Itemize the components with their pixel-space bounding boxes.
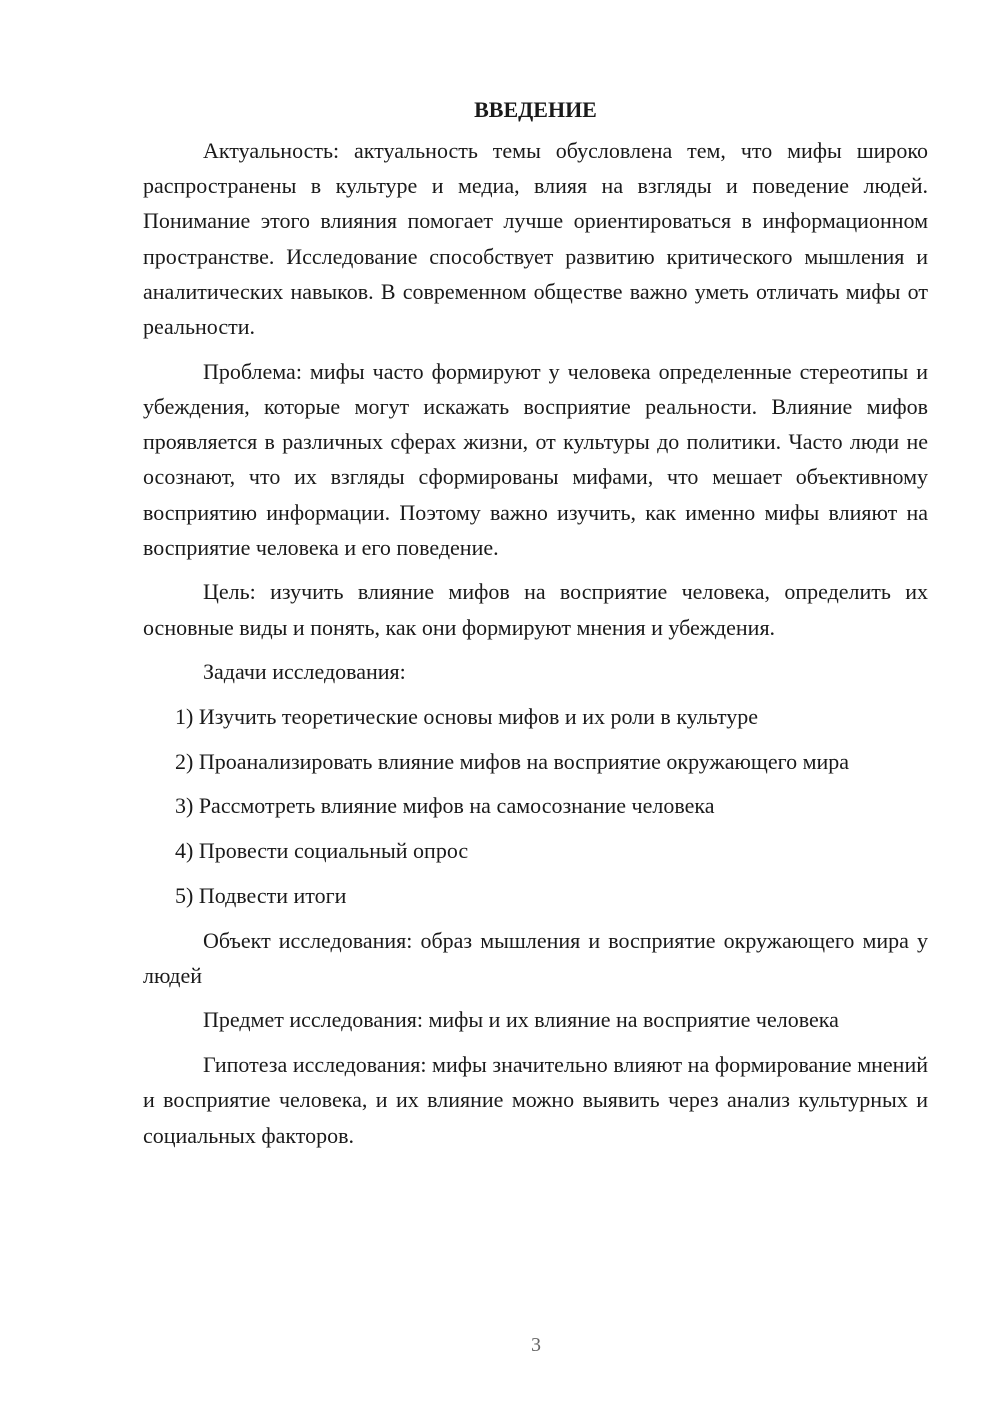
object-paragraph: Объект исследования: образ мышления и восприятие окружающего мира у людей (143, 927, 928, 988)
tasks-list (143, 699, 928, 913)
relevance-paragraph: Актуальность: актуальность темы обусловлена тем, что мифы широко распространены в культуре и медиа, влияя на взгляды и поведение людей. Понимание этого влияния помогает лучше ориентироваться в информационном пространстве. Исследование способствует развитию критического мышления и аналитических навыков. В современном обществе важно уметь отличать мифы от реальности. (143, 138, 928, 340)
list-item: 2) Проанализировать влияние мифов на восприятие окружающего мира (175, 748, 850, 774)
goal-paragraph: Цель: изучить влияние мифов на восприятие человека, определить их основные виды и понять, как они формируют мнения и убеждения. (143, 579, 928, 640)
list-item: 4) Провести социальный опрос (175, 838, 469, 864)
list-item: 5) Подвести итоги (175, 882, 347, 908)
page-content (143, 92, 928, 1162)
list-item: 3) Рассмотреть влияние мифов на самосознание человека (175, 793, 715, 819)
subject-paragraph: Предмет исследования: мифы и их влияние на восприятие человека (203, 1007, 839, 1033)
tasks-heading: Задачи исследования: (203, 659, 406, 685)
hypothesis-paragraph: Гипотеза исследования: мифы значительно влияют на формирование мнений и восприятие человека, и их влияние можно выявить через анализ культурных и социальных факторов. (143, 1052, 928, 1148)
page-number: 3 (531, 1334, 541, 1356)
page-title: ВВЕДЕНИЕ (474, 97, 597, 122)
problem-paragraph: Проблема: мифы часто формируют у человека определенные стереотипы и убеждения, которые могут искажать восприятие реальности. Влияние мифов проявляется в различных сферах жизни, от культуры до политики. Часто люди не осознают, что их взгляды сформированы мифами, что мешает объективному восприятию информации. Поэтому важно изучить, как именно мифы влияют на восприятие человека и его поведение. (143, 358, 928, 560)
list-item: 1) Изучить теоретические основы мифов и их роли в культуре (175, 704, 758, 730)
